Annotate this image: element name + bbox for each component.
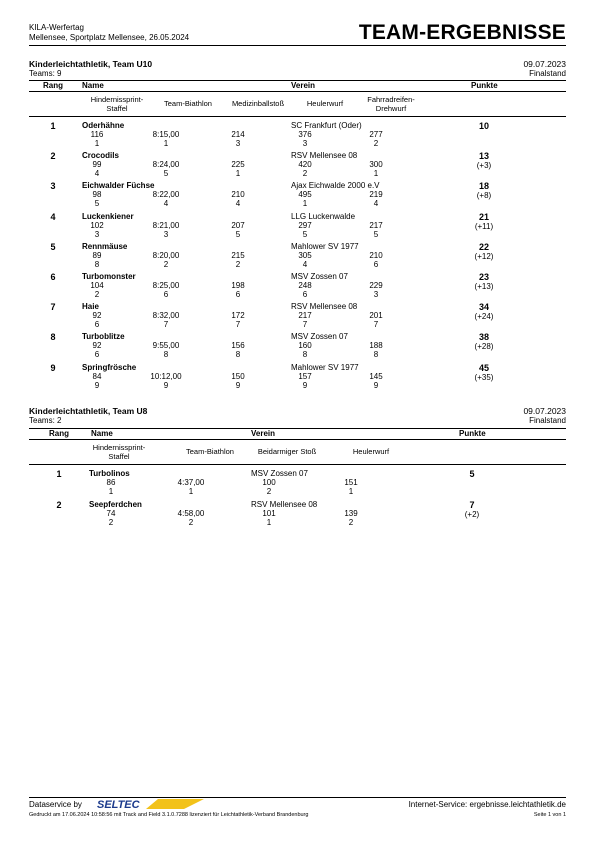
team-name: Eichwalder Füchse [82, 181, 155, 191]
performance-value: 8:15,00 [152, 130, 180, 139]
team-points: 7 [469, 500, 475, 510]
status-label: Finalstand [529, 416, 566, 425]
performance-value: 151 [344, 478, 358, 487]
discipline-place: 9 [94, 380, 100, 390]
performance-value: 217 [298, 311, 312, 321]
performance-value: 210 [231, 190, 245, 200]
performance-value: 8:24,00 [152, 160, 180, 170]
discipline-place: 2 [108, 518, 114, 527]
col-name: Name [82, 81, 104, 90]
performance-value: 145 [369, 371, 383, 381]
discipline-place: 8 [163, 350, 169, 360]
discipline-place: 3 [235, 139, 241, 148]
discipline-label: Heulerwurf [306, 99, 344, 108]
discipline-place: 9 [302, 380, 308, 390]
performance-value: 98 [92, 190, 102, 200]
discipline-place: 1 [108, 487, 114, 496]
team-entry [29, 242, 566, 273]
performance-value: 188 [369, 341, 383, 351]
team-name: Turbolinos [89, 469, 130, 478]
discipline-label: Beidarmiger Stoß [257, 447, 317, 456]
team-points: 13 [478, 151, 489, 162]
team-points: 45 [478, 362, 489, 373]
performance-value: 4:37,00 [177, 478, 205, 487]
team-entry [29, 363, 566, 394]
discipline-place: 1 [188, 487, 194, 496]
performance-value: 8:25,00 [152, 281, 180, 290]
team-rank: 8 [50, 332, 56, 343]
team-entry [29, 181, 566, 212]
discipline-place: 6 [94, 350, 100, 360]
discipline-place: 2 [188, 518, 194, 527]
seltec-logo [96, 798, 206, 810]
team-rank: 2 [56, 500, 62, 510]
performance-value: 172 [231, 311, 245, 321]
discipline-place: 6 [235, 290, 241, 299]
performance-value: 160 [298, 341, 312, 351]
performance-value: 219 [369, 190, 383, 200]
performance-value: 100 [262, 478, 276, 487]
discipline-place: 6 [163, 290, 169, 299]
discipline-place: 4 [94, 169, 100, 179]
discipline-place: 2 [302, 169, 308, 179]
discipline-place: 3 [302, 139, 308, 148]
performance-value: 157 [298, 371, 312, 381]
performance-value: 248 [298, 281, 312, 290]
performance-value: 215 [231, 250, 245, 260]
discipline-place: 9 [373, 380, 379, 390]
points-difference: (+12) [474, 251, 494, 261]
discipline-place: 1 [235, 169, 241, 179]
discipline-place: 7 [163, 320, 169, 330]
team-points: 5 [469, 469, 475, 479]
points-difference: (+28) [474, 342, 494, 352]
team-name: Turboblitze [82, 332, 125, 342]
discipline-label: Team-Biathlon [186, 447, 234, 456]
points-difference: (+11) [474, 221, 494, 231]
team-entry [29, 469, 566, 500]
team-entry [29, 151, 566, 182]
discipline-place: 3 [163, 229, 169, 239]
team-rank: 1 [56, 469, 62, 479]
performance-value: 420 [298, 160, 312, 170]
col-name: Name [91, 429, 113, 438]
performance-value: 8:32,00 [152, 311, 180, 321]
internet-service: Internet-Service: ergebnisse.leichtathletik.de [408, 800, 566, 809]
performance-value: 229 [369, 281, 383, 290]
discipline-place: 3 [373, 290, 379, 299]
discipline-label: Hindernissprint-Staffel [92, 443, 146, 461]
performance-value: 495 [298, 190, 312, 200]
team-club: Ajax Eichwalde 2000 e.V [291, 181, 380, 191]
column-header-row [29, 80, 566, 92]
performance-value: 92 [92, 341, 102, 351]
team-entry [29, 302, 566, 333]
performance-value: 10:12,00 [150, 371, 182, 381]
team-name: Seepferdchen [89, 500, 142, 509]
discipline-place: 1 [373, 169, 379, 179]
performance-value: 277 [369, 130, 383, 139]
team-name: Turbomonster [82, 272, 136, 281]
col-verein: Verein [251, 429, 276, 438]
discipline-label: Medizinballstoß [231, 99, 285, 108]
col-punkte: Punkte [459, 429, 486, 438]
page-title: TEAM-ERGEBNISSE [358, 21, 566, 44]
discipline-place: 7 [302, 320, 308, 330]
performance-value: 139 [344, 509, 358, 518]
team-name: Crocodils [82, 151, 119, 161]
discipline-place: 7 [235, 320, 241, 330]
team-entry [29, 272, 566, 303]
discipline-label: Hindernissprint-Staffel [90, 95, 144, 113]
discipline-place: 5 [235, 229, 241, 239]
discipline-place: 3 [94, 229, 100, 239]
performance-value: 210 [369, 250, 383, 260]
page-header [29, 23, 566, 46]
discipline-place: 8 [302, 350, 308, 360]
discipline-place: 8 [373, 350, 379, 360]
performance-value: 89 [92, 250, 102, 260]
points-difference: (+2) [464, 510, 480, 519]
discipline-place: 8 [94, 259, 100, 269]
section-team-u10 [29, 59, 566, 399]
performance-value: 92 [92, 311, 102, 321]
svg-text:SELTEC: SELTEC [97, 799, 140, 810]
points-difference: (+35) [474, 372, 494, 382]
team-rank: 1 [50, 121, 56, 131]
section-date: 09.07.2023 [523, 59, 566, 69]
team-club: RSV Mellensee 08 [291, 151, 358, 161]
points-difference: (+13) [474, 282, 494, 291]
performance-value: 104 [90, 281, 104, 290]
discipline-place: 6 [302, 290, 308, 299]
performance-value: 297 [298, 220, 312, 230]
printed-info: Gedruckt am 17.06.2024 10:58:56 mit Track and Field 3.1.0.7288 lizenziert für Leichtathletik-Verband Brandenburg [29, 812, 309, 818]
team-entry [29, 212, 566, 243]
performance-value: 225 [231, 160, 245, 170]
team-club: MSV Zossen 07 [291, 272, 348, 281]
page-footer [29, 797, 566, 810]
team-points: 22 [478, 241, 489, 252]
performance-value: 214 [231, 130, 245, 139]
points-difference: (+8) [476, 191, 492, 201]
team-club: MSV Zossen 07 [291, 332, 348, 342]
column-header-row [29, 428, 566, 440]
team-entry [29, 332, 566, 363]
page-number: Seite 1 von 1 [533, 812, 566, 818]
discipline-place: 4 [163, 199, 169, 209]
discipline-header-row [29, 92, 566, 117]
dataservice-label: Dataservice by [29, 800, 82, 809]
discipline-place: 2 [94, 290, 100, 299]
print-info [29, 812, 566, 818]
performance-value: 86 [106, 478, 116, 487]
discipline-place: 2 [373, 139, 379, 148]
performance-value: 150 [231, 371, 245, 381]
discipline-place: 1 [348, 487, 354, 496]
discipline-place: 6 [373, 259, 379, 269]
performance-value: 101 [262, 509, 276, 518]
discipline-place: 6 [94, 320, 100, 330]
team-points: 10 [478, 121, 489, 131]
discipline-header-row [29, 440, 566, 465]
team-count: Teams: 2 [29, 416, 62, 425]
team-points: 21 [478, 211, 489, 222]
performance-value: 116 [90, 130, 104, 139]
discipline-place: 7 [373, 320, 379, 330]
discipline-place: 1 [163, 139, 169, 148]
discipline-place: 2 [348, 518, 354, 527]
performance-value: 8:21,00 [152, 220, 180, 230]
col-punkte: Punkte [471, 81, 498, 90]
performance-value: 201 [369, 311, 383, 321]
status-label: Finalstand [529, 69, 566, 78]
discipline-place: 9 [163, 380, 169, 390]
event-venue: Mellensee, Sportplatz Mellensee, 26.05.2024 [29, 33, 190, 42]
team-points: 38 [478, 332, 489, 343]
points-difference: (+3) [476, 161, 492, 171]
team-name: Springfrösche [82, 362, 137, 372]
team-entry [29, 121, 566, 152]
event-name: KILA-Werfertag [29, 23, 84, 32]
team-rank: 3 [50, 181, 56, 192]
discipline-place: 1 [94, 139, 100, 148]
discipline-place: 5 [163, 169, 169, 179]
discipline-label: Fahrradreifen-Drehwurf [367, 95, 415, 113]
performance-value: 305 [298, 250, 312, 260]
discipline-place: 8 [235, 350, 241, 360]
discipline-label: Team-Biathlon [164, 99, 212, 108]
event-info [29, 23, 189, 43]
col-verein: Verein [291, 81, 316, 90]
performance-value: 217 [369, 220, 383, 230]
discipline-place: 2 [235, 259, 241, 269]
team-points: 23 [478, 272, 489, 282]
team-points: 34 [478, 302, 489, 313]
discipline-place: 4 [235, 199, 241, 209]
team-rank: 4 [50, 211, 56, 222]
performance-value: 102 [90, 220, 104, 230]
performance-value: 4:58,00 [177, 509, 205, 518]
discipline-place: 9 [235, 380, 241, 390]
discipline-place: 5 [373, 229, 379, 239]
team-name: Luckenkiener [82, 211, 134, 221]
section-date: 09.07.2023 [523, 406, 566, 416]
team-club: RSV Mellensee 08 [251, 500, 318, 509]
col-rang: Rang [43, 81, 63, 90]
team-rank: 7 [50, 302, 56, 313]
team-club: MSV Zossen 07 [251, 469, 308, 478]
performance-value: 8:22,00 [152, 190, 180, 200]
performance-value: 9:55,00 [152, 341, 180, 351]
performance-value: 156 [231, 341, 245, 351]
performance-value: 376 [298, 130, 312, 139]
discipline-place: 4 [373, 199, 379, 209]
performance-value: 99 [92, 160, 102, 170]
discipline-place: 2 [266, 487, 272, 496]
discipline-place: 2 [163, 259, 169, 269]
discipline-place: 4 [302, 259, 308, 269]
section-title: Kinderleichtathletik, Team U8 [29, 406, 148, 416]
discipline-place: 5 [94, 199, 100, 209]
team-count: Teams: 9 [29, 69, 62, 78]
team-club: Mahlower SV 1977 [291, 241, 359, 251]
performance-value: 300 [369, 160, 383, 170]
discipline-place: 5 [302, 229, 308, 239]
performance-value: 207 [231, 220, 245, 230]
points-difference: (+24) [474, 312, 494, 322]
discipline-place: 1 [266, 518, 272, 527]
col-rang: Rang [49, 429, 69, 438]
team-rank: 5 [50, 241, 56, 252]
team-club: SC Frankfurt (Oder) [291, 121, 362, 130]
performance-value: 74 [106, 509, 116, 518]
performance-value: 8:20,00 [152, 250, 180, 260]
section-title: Kinderleichtathletik, Team U10 [29, 59, 153, 69]
discipline-place: 1 [302, 199, 308, 209]
team-club: LLG Luckenwalde [291, 211, 356, 221]
team-entry [29, 500, 566, 531]
team-points: 18 [478, 181, 489, 192]
discipline-label: Heulerwurf [352, 447, 390, 456]
team-rank: 2 [50, 151, 56, 162]
team-club: Mahlower SV 1977 [291, 362, 359, 372]
performance-value: 198 [231, 281, 245, 290]
performance-value: 84 [92, 371, 102, 381]
team-name: Rennmäuse [82, 241, 128, 251]
section-team-u8 [29, 406, 566, 536]
team-name: Oderhähne [82, 121, 125, 130]
team-club: RSV Mellensee 08 [291, 302, 358, 312]
team-rank: 9 [50, 362, 56, 373]
team-name: Haie [82, 302, 99, 312]
team-rank: 6 [50, 272, 56, 282]
